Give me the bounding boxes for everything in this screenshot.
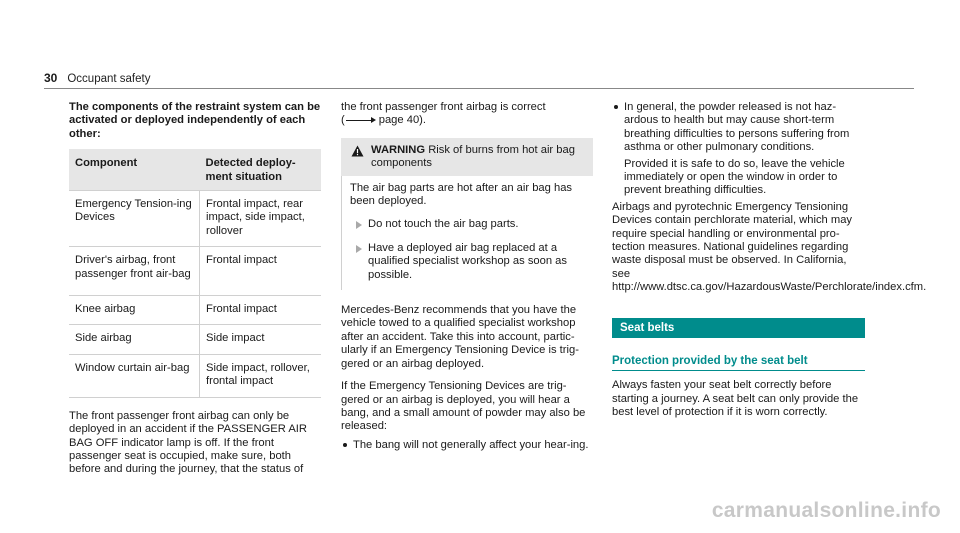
section-title: Occupant safety [67, 73, 151, 85]
subsection-heading: Protection provided by the seat belt [612, 355, 865, 371]
list-item: In general, the powder released is not haz-ardous to health but may cause short-term breathing difficulties to persons suffering from asthma or other pulmonary conditions. Provided it is safe to do so, leave the vehicle immediately or open the window in order to prevent breathing difficulties. [612, 101, 865, 198]
column-right [612, 101, 927, 419]
warning-step: Do not touch the air bag parts. [350, 218, 585, 231]
page-header [44, 72, 150, 88]
warning-body [341, 176, 593, 290]
table-cell: Frontal impact, rear impact, side impact, rollover [200, 191, 322, 247]
warning-triangle-icon [351, 145, 365, 171]
restraint-intro: The components of the restraint system can be activated or deployed independently of each other: [69, 101, 321, 140]
step-arrow-icon [350, 218, 368, 231]
perchlorate-paragraph: Airbags and pyrotechnic Emergency Tensioning Devices contain perchlorate material, which may require special handling or environmental pro-tection measures. National guidelines regarding waste disposal must be observed. In California, see http://www.dtsc.ca.gov/HazardousWaste/Perchlorate/index.cfm. [612, 200, 927, 294]
column-middle [341, 101, 595, 452]
table-cell: Driver's airbag, front passenger front air-bag [69, 247, 200, 296]
warning-text [371, 144, 585, 171]
list-item-sub: Provided it is safe to do so, leave the vehicle immediately or open the window in order to prevent breathing difficulties. [624, 157, 845, 197]
table-cell: Window curtain air-bag [69, 354, 200, 397]
warning-header [341, 138, 593, 176]
restraint-components-table [69, 149, 321, 397]
page-reference-link[interactable]: page 40). [378, 114, 427, 127]
table-row [69, 296, 321, 325]
table-row [69, 247, 321, 296]
table-header-component: Component [69, 149, 200, 190]
table-cell: Side airbag [69, 325, 200, 354]
table-cell: Emergency Tension-ing Devices [69, 191, 200, 247]
warning-description: The air bag parts are hot after an air bag has been deployed. [350, 181, 573, 208]
warning-title: Risk of burns from hot air bag components [371, 143, 575, 170]
table-cell: Knee airbag [69, 296, 200, 325]
table-header-situation: Detected deploy-ment situation [200, 149, 322, 190]
seat-belt-paragraph: Always fasten your seat belt correctly before starting a journey. A seat belt can only provide the best level of protection if it is worn correctly. [612, 379, 859, 418]
warning-box [341, 138, 593, 290]
continued-text: the front passenger front airbag is correct ( page 40). [341, 101, 546, 127]
bullet-icon [341, 439, 353, 452]
page-number: 30 [44, 71, 58, 85]
watermark: carmanualsonline.info [711, 499, 941, 522]
towing-paragraph: Mercedes-Benz recommends that you have the vehicle towed to a qualified specialist workshop after an accident. Take this into account, partic-ularly if an Emergency Tensioning Device is trig-gered or an airbag deployed. [341, 304, 579, 370]
bang-paragraph: If the Emergency Tensioning Devices are trig-gered or an airbag is deployed, you will hear a bang, and a small amount of powder may also be released: [341, 380, 586, 433]
section-banner: Seat belts [612, 318, 865, 338]
table-cell: Side impact, rollover, frontal impact [200, 354, 322, 397]
table-row [69, 191, 321, 247]
table-cell: Frontal impact [200, 247, 322, 296]
warning-step: Have a deployed air bag replaced at a qualified specialist workshop as soon as possible. [350, 242, 585, 282]
header-divider [44, 88, 914, 89]
list-item: The bang will not generally affect your hear-ing. [341, 439, 595, 452]
column-left [69, 101, 321, 477]
table-row [69, 354, 321, 397]
warning-label: WARNING [371, 143, 426, 156]
bullet-icon [612, 101, 624, 198]
passenger-airbag-paragraph: The front passenger front airbag can only be deployed in an accident if the PASSENGER AIR BAG OFF indicator lamp is off. If the front passenger seat is occupied, make sure, both before and during the journey, that the status of [69, 409, 307, 476]
table-header-row [69, 149, 321, 190]
table-cell: Side impact [200, 325, 322, 354]
step-arrow-icon [350, 242, 368, 282]
table-cell: Frontal impact [200, 296, 322, 325]
table-row [69, 325, 321, 354]
